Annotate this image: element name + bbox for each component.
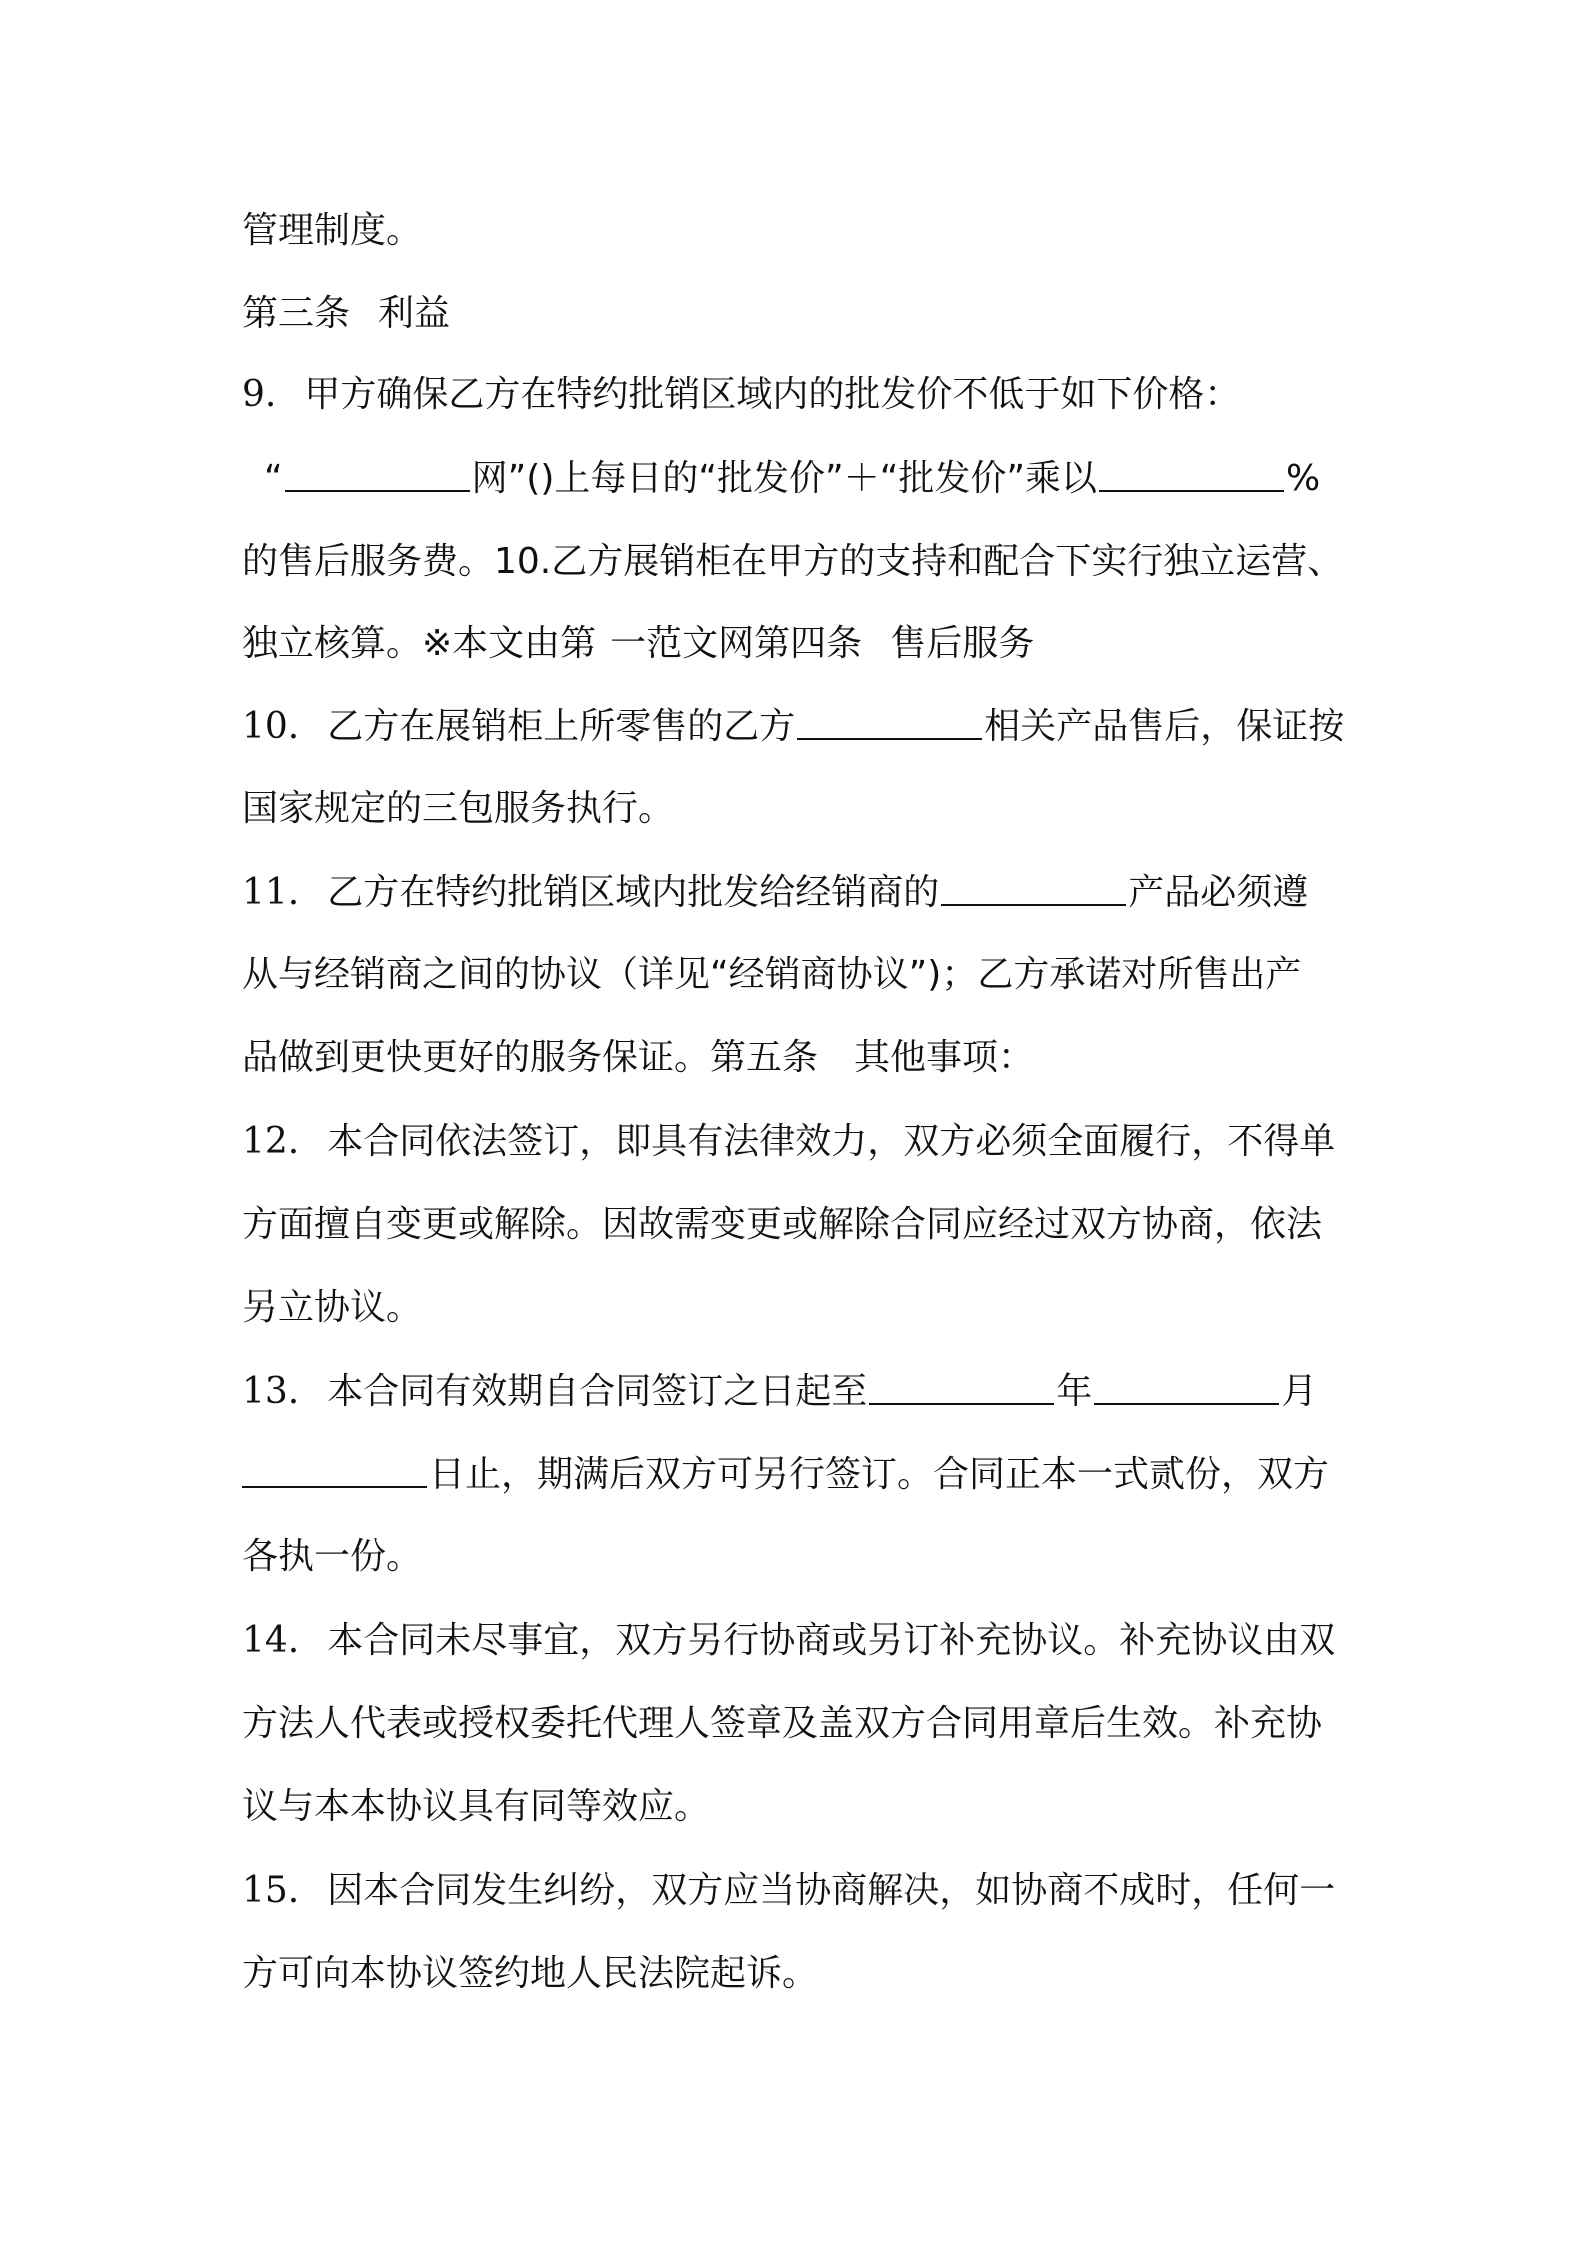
text-span: 独立核算。※本文由第	[242, 623, 597, 664]
paragraph-line	[242, 458, 1320, 500]
fill-in-blank	[1099, 460, 1284, 492]
text-span: 本合同有效期自合同签订之日起至	[327, 1371, 868, 1412]
paragraph-line	[242, 788, 674, 830]
text-span: 因本合同发生纠纷，双方应当协商解决，如协商不成时，任何一	[327, 1870, 1336, 1911]
clause-number: 11.	[242, 872, 300, 913]
paragraph-line	[242, 1287, 422, 1329]
text-span: 方面擅自变更或解除。因故需变更或解除合同应经过双方协商，依法	[242, 1204, 1323, 1245]
clause-line	[242, 374, 1240, 416]
text-span: 年	[1056, 1371, 1093, 1412]
text-span: 的售后服务费。10.乙方展销柜在甲方的支持和配合下实行独立运营、	[242, 541, 1344, 582]
clause-line	[242, 1371, 1317, 1413]
clause-line	[242, 1620, 1335, 1662]
text-span: 乙方在特约批销区域内批发给经销商的	[327, 872, 940, 913]
fill-in-blank	[285, 460, 470, 492]
fill-in-blank	[869, 1373, 1054, 1405]
text-span: 品做到更快更好的服务保证。第五条	[242, 1037, 819, 1078]
text-span: 月	[1281, 1371, 1318, 1412]
text-span: 另立协议。	[242, 1287, 423, 1328]
text-span: “	[264, 458, 283, 499]
text-span: 日止，期满后双方可另行签订。合同正本一式贰份，双方	[429, 1454, 1330, 1495]
text-span: 各执一份。	[242, 1536, 423, 1577]
paragraph-line	[242, 1037, 1034, 1079]
clause-line	[242, 706, 1344, 748]
fill-in-blank	[242, 1456, 427, 1488]
text-span: 国家规定的三包服务执行。	[242, 788, 675, 829]
text-span: 其他事项：	[854, 1037, 1035, 1078]
text-span: 从与经销商之间的协议（详见“经销商协议”)；乙方承诺对所售出产	[242, 954, 1302, 995]
text-span: 甲方确保乙方在特约批销区域内的批发价不低于如下价格：	[304, 374, 1241, 415]
clause-number: 15.	[242, 1870, 300, 1911]
text-span: 一范文网第四条	[610, 623, 863, 664]
paragraph-line	[242, 1953, 818, 1995]
fill-in-blank	[797, 708, 982, 740]
clause-line	[242, 1121, 1335, 1163]
text-span: 本合同未尽事宜，双方另行协商或另订补充协议。补充协议由双	[327, 1620, 1336, 1661]
text-span: 网”()上每日的“批发价”＋“批发价”乘以	[471, 458, 1097, 499]
text-span: 乙方在展销柜上所零售的乙方	[327, 706, 796, 747]
section-heading	[242, 293, 450, 335]
paragraph-line	[242, 1703, 1322, 1745]
clause-line	[242, 872, 1308, 914]
paragraph-line	[242, 623, 1034, 665]
paragraph-line	[242, 541, 1343, 583]
paragraph-line	[242, 1536, 422, 1578]
text-span: 管理制度。	[242, 210, 423, 251]
text-span: 议与本本协议具有同等效应。	[242, 1786, 711, 1827]
fill-in-blank	[1094, 1373, 1279, 1405]
paragraph-line	[242, 954, 1301, 996]
clause-number: 14.	[242, 1620, 300, 1661]
text-span: 本合同依法签订，即具有法律效力，双方必须全面履行，不得单	[327, 1121, 1336, 1162]
fill-in-blank	[941, 874, 1126, 906]
paragraph-line	[242, 210, 422, 252]
text-span: 售后服务	[890, 623, 1035, 664]
section-number: 第三条	[242, 293, 351, 334]
text-span: 方可向本协议签约地人民法院起诉。	[242, 1953, 819, 1994]
section-title: 利益	[378, 293, 451, 334]
paragraph-line	[242, 1454, 1329, 1496]
clause-line	[242, 1870, 1335, 1912]
clause-number: 13.	[242, 1371, 300, 1412]
clause-number: 10.	[242, 706, 300, 747]
text-span: 产品必须遵	[1128, 872, 1309, 913]
clause-number: 12.	[242, 1121, 300, 1162]
text-span: 相关产品售后，保证按	[984, 706, 1345, 747]
paragraph-line	[242, 1204, 1322, 1246]
text-span: %	[1286, 458, 1321, 499]
paragraph-line	[242, 1786, 710, 1828]
clause-number: 9.	[242, 374, 277, 415]
text-span: 方法人代表或授权委托代理人签章及盖双方合同用章后生效。补充协	[242, 1703, 1323, 1744]
